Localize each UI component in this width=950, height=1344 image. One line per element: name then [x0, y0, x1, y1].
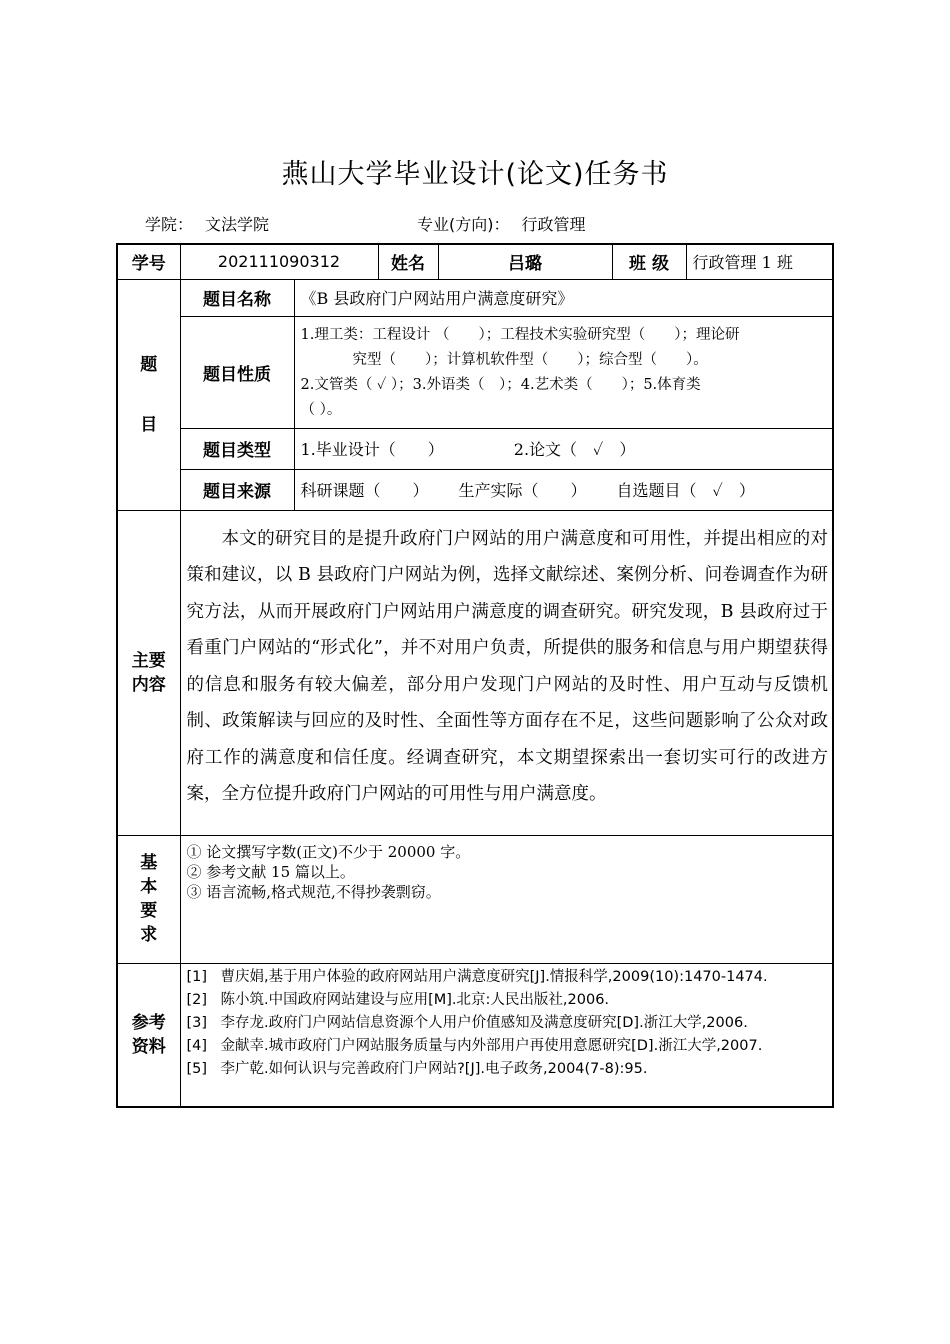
topic-type-label: 题目类型 [180, 428, 294, 469]
student-name-value: 吕璐 [438, 244, 612, 279]
topic-source-label: 题目来源 [180, 469, 294, 510]
topic-type-value [294, 428, 833, 469]
nature-line-4: （ ）。 [300, 402, 342, 418]
topic-nature-label: 题目性质 [180, 316, 294, 428]
college-field [145, 212, 269, 235]
requirement-item: ② 参考文献 15 篇以上。 [186, 862, 355, 881]
reference-item: [3] 李存龙.政府门户网站信息资源个人用户价值感知及满意度研究[D].浙江大学,2006. [186, 1014, 748, 1031]
nature-line-2: 究型（ ）；计算机软件型（ ）；综合型（ ）。 [352, 352, 708, 368]
reference-item: [2] 陈小筑.中国政府网站建设与应用[M].北京:人民出版社,2006. [186, 991, 610, 1008]
student-name-label: 姓名 [378, 244, 438, 279]
requirements-label: 基 本 要 求 [117, 835, 180, 963]
content-label: 主要 内容 [117, 510, 180, 835]
topic-source-row [117, 469, 833, 510]
content-row [117, 510, 833, 835]
requirements-row [117, 835, 833, 963]
topic-char-1: 题 [140, 354, 158, 375]
type-option-thesis: 2.论文（ ✓ ） [513, 440, 636, 459]
type-option-design: 1.毕业设计（ ） [300, 440, 444, 459]
major-label: 专业(方向)： [417, 215, 510, 234]
nature-line-1: 1.理工类：工程设计 （ ）；工程技术实验研究型（ ）；理论研 [300, 327, 740, 343]
requirement-item: ③ 语言流畅,格式规范,不得抄袭剽窃。 [186, 882, 441, 901]
student-id-label: 学号 [117, 244, 180, 279]
major-value: 行政管理 [521, 215, 586, 234]
source-option-production: 生产实际（ ） [458, 481, 587, 500]
topic-type-row [117, 428, 833, 469]
class-label: 班 级 [612, 244, 686, 279]
source-option-self: 自选题目（ ✓ ） [616, 481, 755, 500]
requirement-item: ① 论文撰写字数(正文)不少于 20000 字。 [186, 842, 471, 861]
topic-name-label: 题目名称 [180, 279, 294, 316]
meta-row [145, 212, 845, 238]
requirements-list [180, 835, 833, 963]
content-text: 本文的研究目的是提升政府门户网站的用户满意度和可用性，并提出相应的对策和建议，以 B 县政府门户网站为例，选择文献综述、案例分析、问卷调查作为研究方法，从而开展政府门户网站用户满意度的调查研究。研究发现，B 县政府过于看重门户网站的“形式化”，并不对用户负责，所提供的服务和信息与用户期望获得的信息和服务有较大偏差，部分用户发现门户网站的及时性、用户互动与反馈机制、政策解读与回应的及时性、全面性等方面存在不足，这些问题影响了公众对政府工作的满意度和信任度。经调查研究，本文期望探索出一套切实可行的改进方案，全方位提升政府门户网站的可用性与用户满意度。 [186, 528, 828, 804]
topic-source-value [294, 469, 833, 510]
topic-name-row [117, 279, 833, 316]
reference-item: [4] 金献幸.城市政府门户网站服务质量与内外部用户再使用意愿研究[D].浙江大学,2007. [186, 1037, 763, 1054]
topic-nature-row [117, 316, 833, 428]
reference-item: [5] 李广乾.如何认识与完善政府门户网站?[J].电子政务,2004(7-8):95. [186, 1060, 648, 1077]
nature-line-3: 2.文管类（ ✓ ）；3.外语类（ ）；4.艺术类（ ）；5.体育类 [300, 377, 701, 393]
document-title: 燕山大学毕业设计(论文)任务书 [281, 159, 669, 190]
major-field [417, 212, 586, 235]
references-label: 参考 资料 [117, 963, 180, 1107]
reference-item: [1] 曹庆娟,基于用户体验的政府网站用户满意度研究[J].情报科学,2009(10):1470-1474. [186, 968, 768, 985]
college-value: 文法学院 [205, 215, 270, 234]
class-value: 行政管理 1 班 [686, 244, 833, 279]
references-list [180, 963, 833, 1107]
task-table [116, 243, 834, 1108]
topic-section-label [117, 279, 180, 510]
student-row [117, 244, 833, 279]
topic-char-2: 目 [140, 414, 158, 435]
college-label: 学院： [145, 215, 194, 234]
references-row [117, 963, 833, 1107]
topic-nature-value [294, 316, 833, 428]
content-text-cell [180, 510, 833, 835]
student-id-value: 202111090312 [180, 244, 378, 279]
source-option-research: 科研课题（ ） [300, 481, 429, 500]
topic-name-value: 《B 县政府门户网站用户满意度研究》 [294, 279, 833, 316]
